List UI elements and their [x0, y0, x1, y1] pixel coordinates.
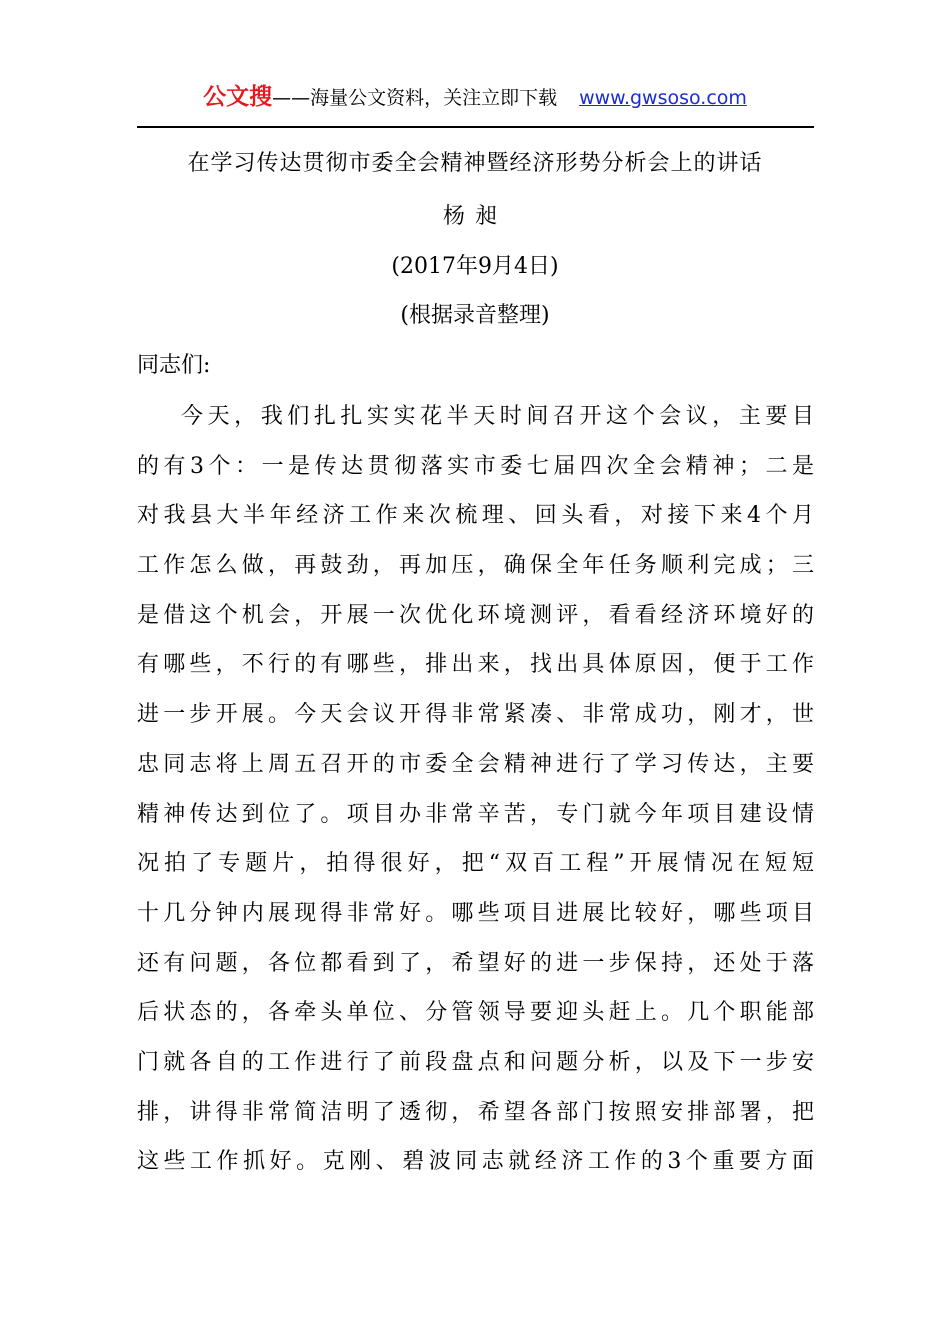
- body-line: 这些工作抓好。克刚、碧波同志就经济工作的3个重要方面: [137, 1149, 814, 1175]
- document-note: (根据录音整理): [400, 303, 550, 328]
- salutation: 同志们:: [137, 353, 211, 378]
- body-line: 的有3个：一是传达贯彻落实市委七届四次全会精神；二是: [137, 453, 814, 479]
- body-line: 忠同志将上周五召开的市委全会精神进行了学习传达，主要: [137, 751, 814, 777]
- brand-logo-text: 公文搜: [203, 84, 273, 110]
- site-url-link[interactable]: www.gwsoso.com: [579, 87, 747, 109]
- body-line: 十几分钟内展现得非常好。哪些项目进展比较好，哪些项目: [137, 900, 814, 926]
- body-line: 进一步开展。今天会议开得非常紧凑、非常成功，刚才，世: [137, 702, 814, 728]
- document-date: (2017年9月4日): [391, 254, 559, 279]
- body-line: 况拍了专题片，拍得很好，把“双百工程”开展情况在短短: [137, 851, 814, 877]
- body-line: 还有问题，各位都看到了，希望好的进一步保持，还处于落: [137, 950, 814, 976]
- body-line: 对我县大半年经济工作来次梳理、回头看，对接下来4个月: [137, 503, 814, 529]
- document-author: 杨昶: [442, 204, 507, 229]
- body-line: 工作怎么做，再鼓劲，再加压，确保全年任务顺利完成；三: [137, 553, 814, 579]
- body-line: 有哪些，不行的有哪些，排出来，找出具体原因，便于工作: [137, 652, 814, 678]
- header-divider: [137, 126, 814, 128]
- body-line: 精神传达到位了。项目办非常辛苦，专门就今年项目建设情: [137, 801, 814, 827]
- body-paragraph: [137, 392, 814, 1187]
- body-line: 门就各自的工作进行了前段盘点和问题分析，以及下一步安: [137, 1049, 814, 1075]
- site-header: [0, 80, 950, 114]
- body-line: 今天，我们扎扎实实花半天时间召开这个会议，主要目: [181, 404, 814, 429]
- document-title: 在学习传达贯彻市委全会精神暨经济形势分析会上的讲话: [187, 151, 763, 176]
- body-line: 是借这个机会，开展一次优化环境测评，看看经济环境好的: [137, 602, 814, 628]
- body-line: 后状态的，各牵头单位、分管领导要迎头赶上。几个职能部: [137, 1000, 814, 1026]
- header-tagline: ——海量公文资料，关注立即下载: [272, 87, 558, 109]
- body-line: 排，讲得非常简洁明了透彻，希望各部门按照安排部署，把: [137, 1099, 814, 1125]
